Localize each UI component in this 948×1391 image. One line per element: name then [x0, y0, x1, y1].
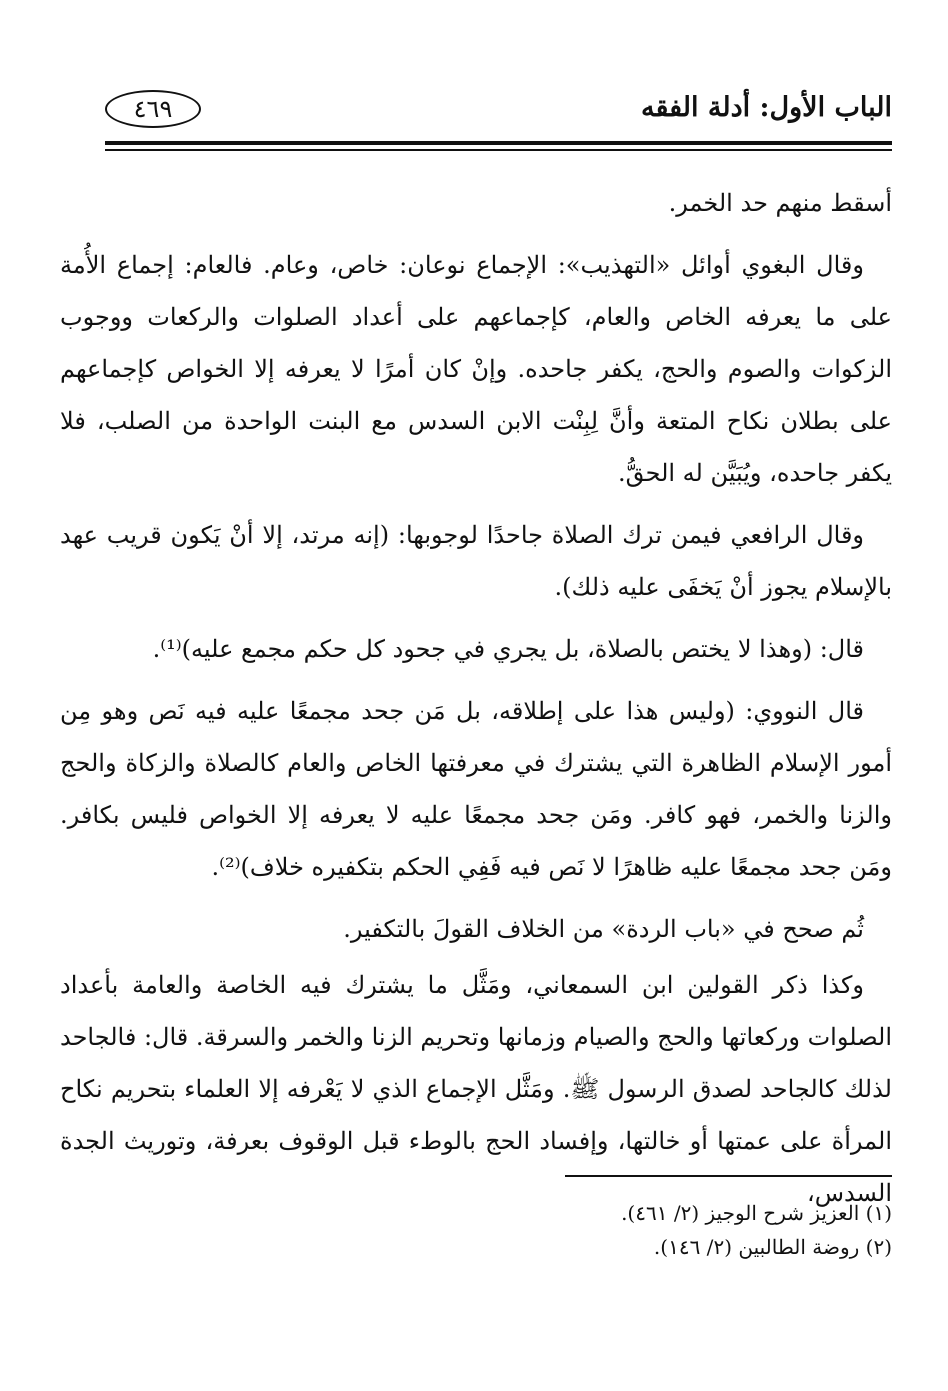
footnote: (٢) روضة الطالبين (٢/ ١٤٦). — [653, 1235, 892, 1259]
paragraph: ثُم صحح في «باب الردة» من الخلاف القولَ بالتكفير. — [343, 915, 864, 943]
footnote-separator — [565, 1175, 892, 1177]
header-rule-thick — [105, 141, 892, 145]
footnotes — [120, 1196, 892, 1264]
header-rule-thin — [105, 149, 892, 151]
page-header — [105, 88, 892, 138]
paragraph: أسقط منهم حد الخمر. — [668, 189, 892, 217]
paragraph: وكذا ذكر القولين ابن السمعاني، ومَثَّل ما يشترك فيه الخاصة والعامة بأعداد الصلوات وركعاتها والحج والصيام وزمانها وتحريم الزنا والخمر والسرقة. قال: فالجاحد لذلك كالجاحد لصدق الرسول ﷺ. ومَثَّل الإجماع الذي لا يَعْرفه إلا العلماء بتحريم نكاح المرأة على عمتها أو خالتها، وإفساد الحج بالوطء قبل الوقوف بعرفة، وتوريث الجدة السدس، — [60, 971, 892, 1207]
paragraph: قال: (وهذا لا يختص بالصلاة، بل يجري في جحود كل حكم مجمع عليه)⁽¹⁾. — [152, 635, 864, 663]
main-text — [60, 177, 892, 1229]
footnote: (١) العزيز شرح الوجيز (٢/ ٤٦١). — [621, 1201, 892, 1225]
chapter-title: الباب الأول: أدلة الفقه — [641, 92, 892, 123]
page-number: ٤٦٩ — [105, 90, 201, 128]
paragraph: وقال الرافعي فيمن ترك الصلاة جاحدًا لوجوبها: (إنه مرتد، إلا أنْ يَكون قريب عهد بالإسلام يجوز أنْ يَخفَى عليه ذلك). — [60, 521, 892, 601]
paragraph: قال النووي: (وليس هذا على إطلاقه، بل مَن جحد مجمعًا عليه فيه نَص وهو مِن أمور الإسلام الظاهرة التي يشترك في معرفتها الخاص والعام كالصلاة والزكاة والحج والزنا والخمر، فهو كافر. ومَن جحد مجمعًا عليه لا يعرفه إلا الخواص فليس بكافر. ومَن جحد مجمعًا عليه ظاهرًا لا نَص فيه فَفِي الحكم بتكفيره خلاف)⁽²⁾. — [60, 697, 892, 881]
paragraph: وقال البغوي أوائل «التهذيب»: الإجماع نوعان: خاص، وعام. فالعام: إجماع الأُمة على ما يعرفه الخاص والعام، كإجماعهم على أعداد الصلوات والركعات ووجوب الزكوات والصوم والحج، يكفر جاحده. وإنْ كان أمرًا لا يعرفه إلا الخواص كإجماعهم على بطلان نكاح المتعة وأنَّ لِبِنْت الابن السدس مع البنت الواحدة من الصلب، فلا يكفر جاحده، ويُبَيَّن له الحقُّ. — [60, 251, 892, 487]
